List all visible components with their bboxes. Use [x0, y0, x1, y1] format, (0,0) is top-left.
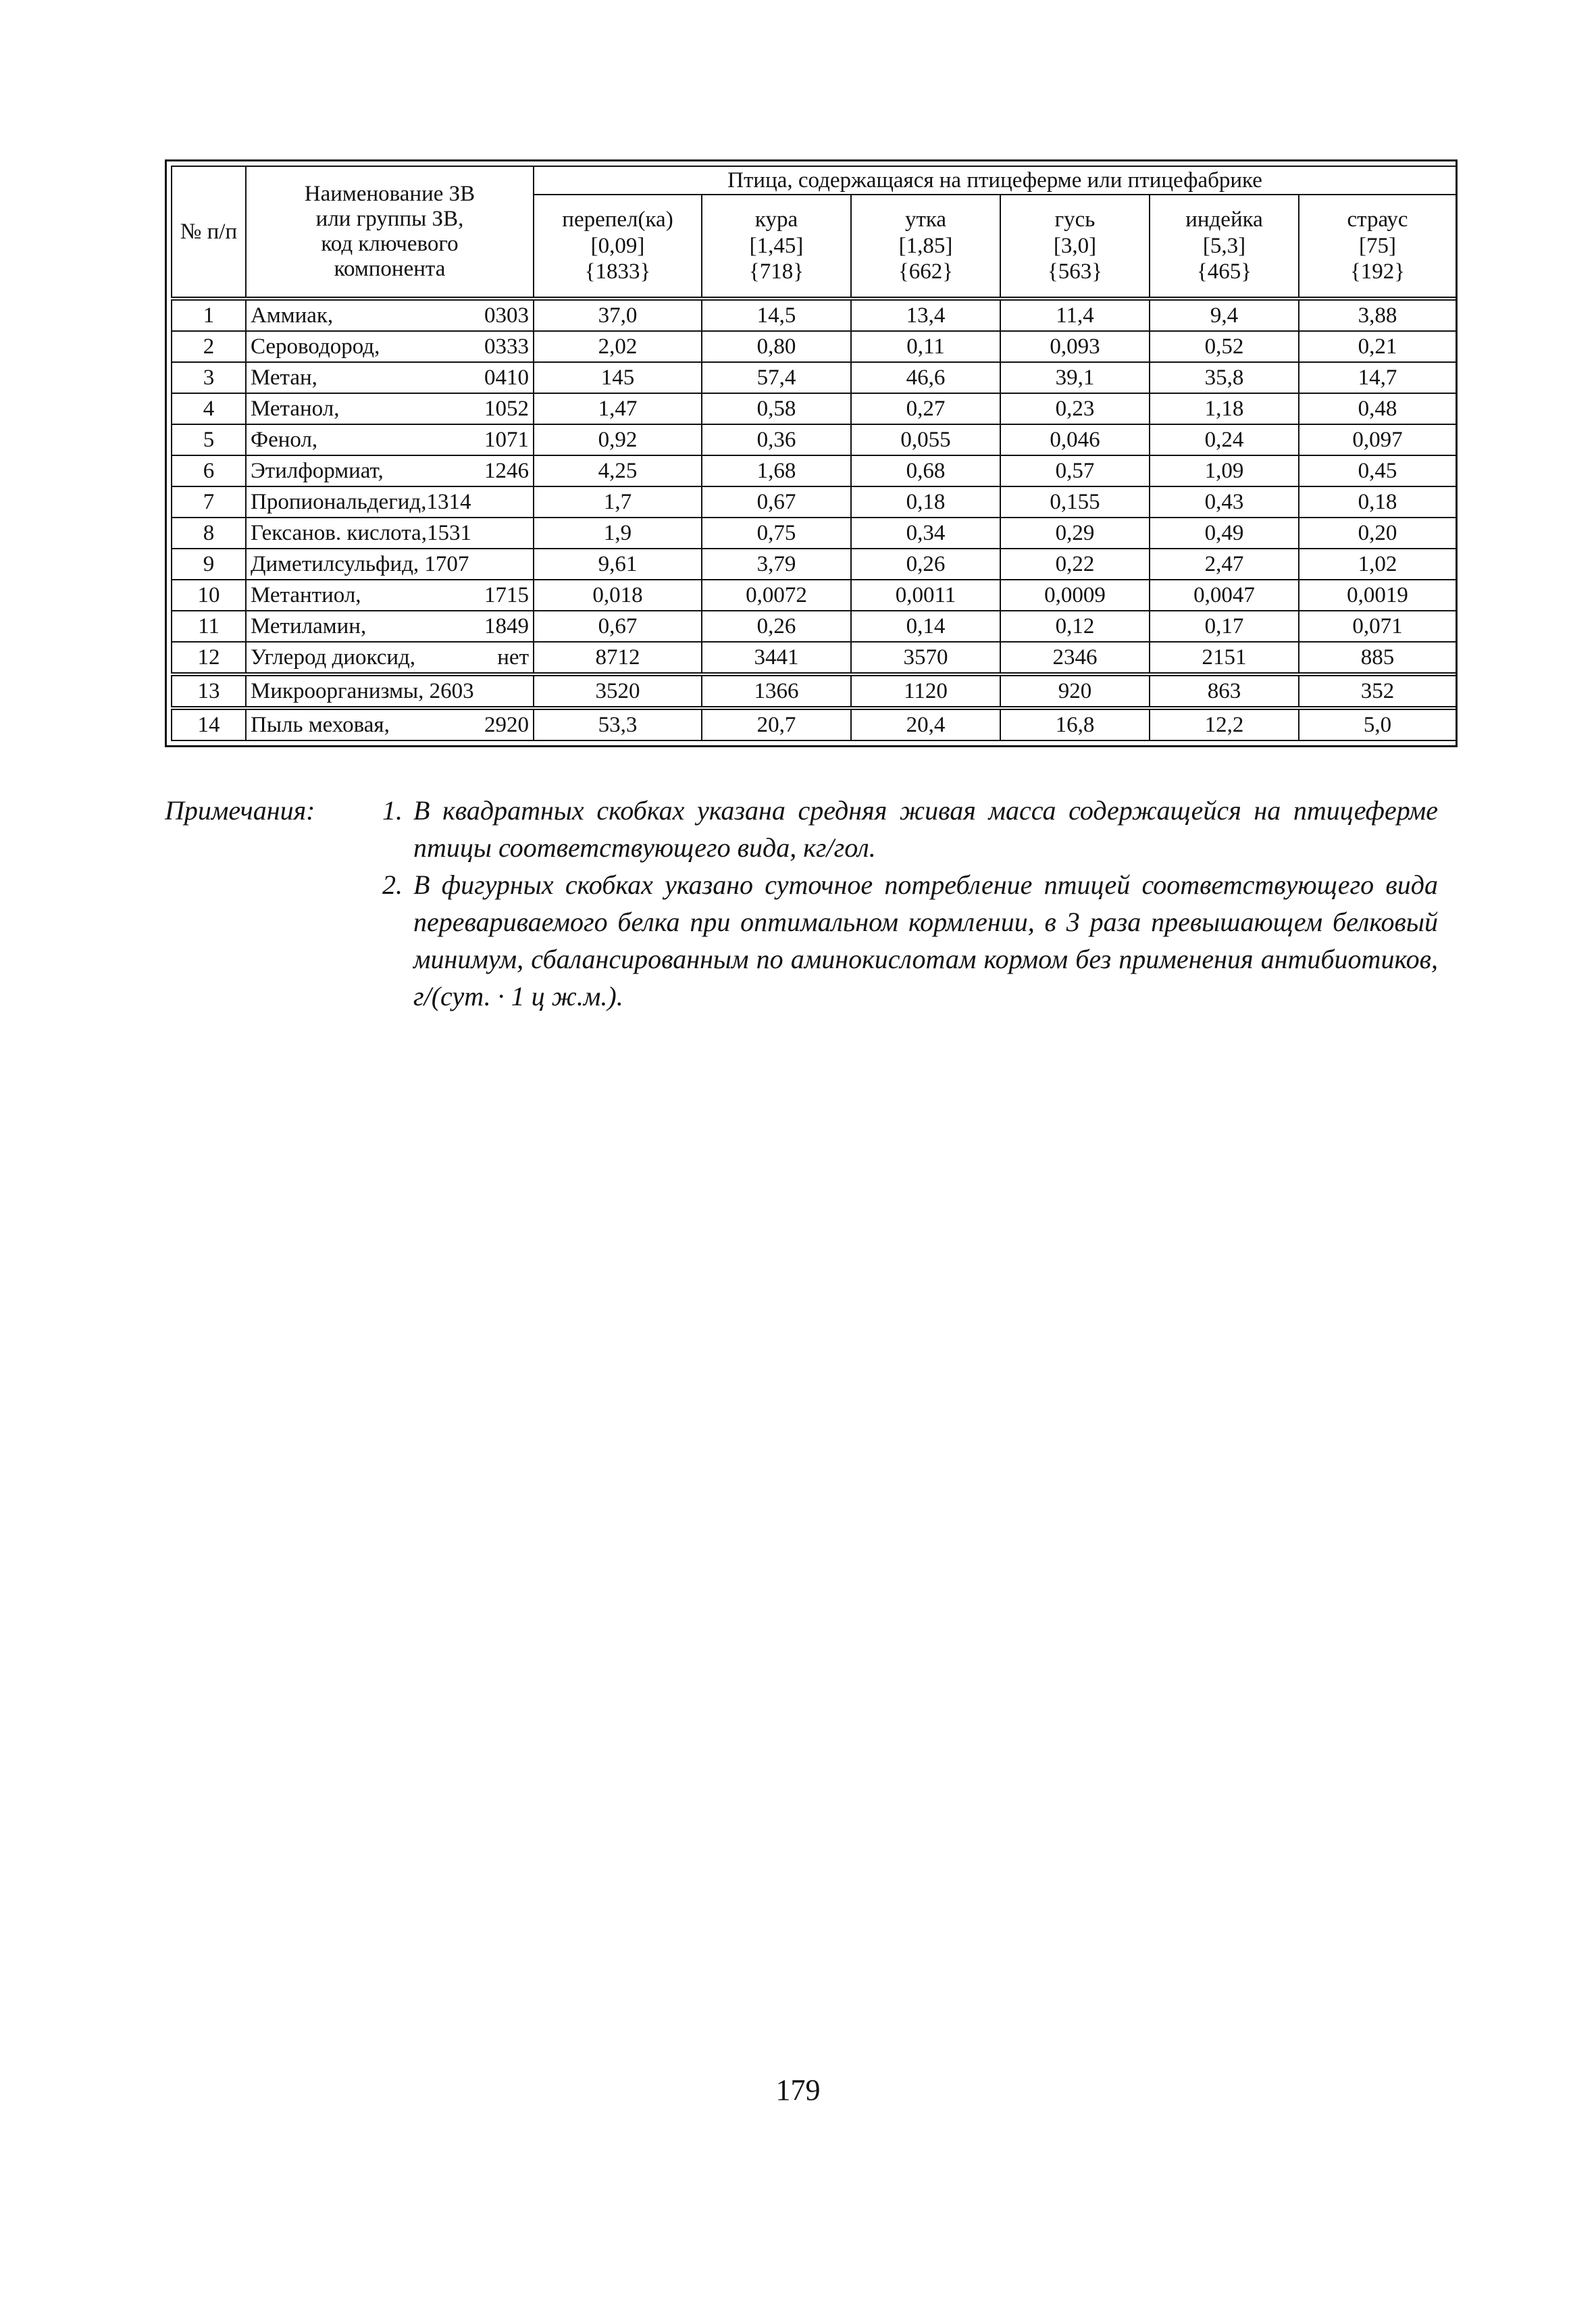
value-cell: 0,018 [534, 580, 702, 611]
bird-protein: {465} [1196, 259, 1252, 284]
value-cell: 14,7 [1299, 362, 1456, 393]
value-cell: 0,21 [1299, 331, 1456, 362]
bird-header-cell [1299, 195, 1456, 299]
value-cell: 0,0011 [851, 580, 1000, 611]
header-substance [246, 166, 534, 299]
table-row [172, 518, 1456, 549]
notes-section [165, 792, 1438, 1015]
table-header [172, 166, 1456, 299]
value-cell: 352 [1299, 674, 1456, 708]
value-cell: 14,5 [702, 299, 851, 331]
header-substance-line: или группы ЗВ, [315, 207, 464, 232]
value-cell: 2,02 [534, 331, 702, 362]
value-cell: 0,18 [851, 486, 1000, 518]
substance-cell [246, 362, 534, 393]
row-number: 6 [172, 455, 246, 486]
substance-cell [246, 674, 534, 708]
value-cell: 0,22 [1000, 549, 1150, 580]
value-cell: 0,58 [702, 393, 851, 424]
value-cell: 16,8 [1000, 708, 1150, 740]
value-cell: 20,7 [702, 708, 851, 740]
value-cell: 12,2 [1150, 708, 1299, 740]
value-cell: 0,68 [851, 455, 1000, 486]
substance-cell [246, 580, 534, 611]
bird-name: гусь [1054, 207, 1096, 232]
table-row [172, 708, 1456, 740]
value-cell: 0,18 [1299, 486, 1456, 518]
value-cell: 0,155 [1000, 486, 1150, 518]
value-cell: 13,4 [851, 299, 1000, 331]
substance-code: 2920 [484, 712, 529, 737]
note-item [382, 792, 1438, 866]
note-text: В квадратных скобках указана средняя живая масса содержащейся на птицеферме птицы соответствующего вида, кг/гол. [413, 795, 1438, 863]
substance-code: 1052 [484, 396, 529, 421]
table-row [172, 486, 1456, 518]
value-cell: 57,4 [702, 362, 851, 393]
value-cell: 4,25 [534, 455, 702, 486]
table-row [172, 299, 1456, 331]
table-row [172, 455, 1456, 486]
header-substance-line: код ключевого [321, 232, 459, 256]
bird-mass: [0,09] [590, 233, 645, 258]
substance-code: 1246 [484, 458, 529, 483]
emissions-table-frame [165, 159, 1458, 747]
bird-name: индейка [1185, 207, 1263, 232]
value-cell: 0,26 [851, 549, 1000, 580]
value-cell: 0,67 [702, 486, 851, 518]
bird-header-cell [702, 195, 851, 299]
row-number: 11 [172, 611, 246, 642]
bird-mass: [1,85] [898, 233, 953, 258]
substance-cell [246, 455, 534, 486]
emissions-table [171, 166, 1457, 741]
value-cell: 2151 [1150, 642, 1299, 674]
bird-mass: [1,45] [749, 233, 804, 258]
value-cell: 5,0 [1299, 708, 1456, 740]
value-cell: 20,4 [851, 708, 1000, 740]
value-cell: 1120 [851, 674, 1000, 708]
value-cell: 0,14 [851, 611, 1000, 642]
substance-name: Аммиак, [251, 303, 334, 328]
header-substance-line: Наименование ЗВ [304, 182, 475, 207]
note-number: 2. [382, 870, 403, 900]
bird-protein: {192} [1349, 259, 1406, 284]
table-body [172, 299, 1456, 740]
value-cell: 1,9 [534, 518, 702, 549]
value-cell: 0,26 [702, 611, 851, 642]
row-number: 4 [172, 393, 246, 424]
row-number: 13 [172, 674, 246, 708]
substance-name: Фенол, [251, 427, 318, 452]
bird-name: утка [904, 207, 947, 232]
value-cell: 0,36 [702, 424, 851, 455]
value-cell: 3,88 [1299, 299, 1456, 331]
value-cell: 11,4 [1000, 299, 1150, 331]
substance-name: Метантиол, [251, 582, 361, 607]
value-cell: 8712 [534, 642, 702, 674]
bird-header-cell [851, 195, 1000, 299]
bird-header-cell [1000, 195, 1150, 299]
value-cell: 0,29 [1000, 518, 1150, 549]
substance-name: Метиламин, [251, 613, 367, 638]
substance-cell [246, 424, 534, 455]
substance-cell [246, 642, 534, 674]
header-number: № п/п [172, 166, 246, 299]
bird-protein: {718} [748, 259, 804, 284]
value-cell: 0,0019 [1299, 580, 1456, 611]
row-number: 3 [172, 362, 246, 393]
substance-cell [246, 518, 534, 549]
value-cell: 0,0072 [702, 580, 851, 611]
note-number: 1. [382, 795, 403, 826]
bird-mass: [5,3] [1202, 233, 1246, 258]
value-cell: 885 [1299, 642, 1456, 674]
header-birds-caption: Птица, содержащаяся на птицеферме или птицефабрике [534, 166, 1456, 195]
bird-name: кура [754, 207, 798, 232]
row-number: 9 [172, 549, 246, 580]
value-cell: 1,09 [1150, 455, 1299, 486]
value-cell: 863 [1150, 674, 1299, 708]
value-cell: 1366 [702, 674, 851, 708]
bird-mass: [75] [1359, 233, 1397, 258]
substance-name: Пропиональдегид,1314 [251, 489, 471, 514]
notes-label: Примечания: [165, 795, 315, 826]
substance-name: Диметилсульфид, 1707 [251, 551, 469, 576]
value-cell: 53,3 [534, 708, 702, 740]
value-cell: 0,45 [1299, 455, 1456, 486]
value-cell: 0,055 [851, 424, 1000, 455]
note-item [382, 866, 1438, 1015]
value-cell: 3520 [534, 674, 702, 708]
value-cell: 0,67 [534, 611, 702, 642]
value-cell: 1,18 [1150, 393, 1299, 424]
value-cell: 2346 [1000, 642, 1150, 674]
value-cell: 0,52 [1150, 331, 1299, 362]
value-cell: 0,57 [1000, 455, 1150, 486]
bird-header-cell [534, 195, 702, 299]
value-cell: 1,02 [1299, 549, 1456, 580]
table-row [172, 642, 1456, 674]
table-row [172, 674, 1456, 708]
substance-cell [246, 549, 534, 580]
page-number: 179 [775, 2073, 821, 2107]
value-cell: 0,49 [1150, 518, 1299, 549]
row-number: 10 [172, 580, 246, 611]
value-cell: 1,7 [534, 486, 702, 518]
value-cell: 2,47 [1150, 549, 1299, 580]
substance-name: Микроорганизмы, 2603 [251, 678, 474, 703]
value-cell: 0,046 [1000, 424, 1150, 455]
value-cell: 920 [1000, 674, 1150, 708]
substance-code: 0333 [484, 334, 529, 359]
header-substance-line: компонента [334, 256, 446, 281]
value-cell: 39,1 [1000, 362, 1150, 393]
substance-name: Сероводород, [251, 334, 380, 359]
substance-name: Пыль меховая, [251, 712, 390, 737]
value-cell: 0,17 [1150, 611, 1299, 642]
value-cell: 9,4 [1150, 299, 1299, 331]
value-cell: 0,097 [1299, 424, 1456, 455]
value-cell: 3,79 [702, 549, 851, 580]
value-cell: 0,20 [1299, 518, 1456, 549]
value-cell: 3441 [702, 642, 851, 674]
value-cell: 1,47 [534, 393, 702, 424]
bird-name: страус [1347, 207, 1408, 232]
value-cell: 0,43 [1150, 486, 1299, 518]
substance-name: Метан, [251, 365, 317, 390]
value-cell: 0,92 [534, 424, 702, 455]
value-cell: 0,75 [702, 518, 851, 549]
substance-cell [246, 393, 534, 424]
value-cell: 0,12 [1000, 611, 1150, 642]
value-cell: 0,27 [851, 393, 1000, 424]
table-row [172, 362, 1456, 393]
substance-cell [246, 611, 534, 642]
value-cell: 0,23 [1000, 393, 1150, 424]
value-cell: 35,8 [1150, 362, 1299, 393]
row-number: 2 [172, 331, 246, 362]
value-cell: 3570 [851, 642, 1000, 674]
table-row [172, 393, 1456, 424]
bird-protein: {1833} [584, 259, 651, 284]
value-cell: 9,61 [534, 549, 702, 580]
note-text: В фигурных скобках указано суточное потребление птицей соответствующего вида перевариваемого белка при оптимальном кормлении, в 3 раза превышающем белковый минимум, сбалансированным по аминокислотам кормом без применения антибиотиков, г/(сут. · 1 ц ж.м.). [413, 870, 1438, 1011]
value-cell: 37,0 [534, 299, 702, 331]
bird-protein: {662} [898, 259, 954, 284]
substance-code: 1715 [484, 582, 529, 607]
substance-name: Углерод диоксид, [251, 645, 416, 670]
value-cell: 0,24 [1150, 424, 1299, 455]
bird-header-cell [1150, 195, 1299, 299]
value-cell: 46,6 [851, 362, 1000, 393]
substance-code: 0410 [484, 365, 529, 390]
value-cell: 0,0009 [1000, 580, 1150, 611]
substance-code: нет [497, 645, 529, 670]
substance-cell [246, 708, 534, 740]
substance-name: Этилформиат, [251, 458, 384, 483]
value-cell: 145 [534, 362, 702, 393]
row-number: 7 [172, 486, 246, 518]
substance-code: 1849 [484, 613, 529, 638]
value-cell: 0,093 [1000, 331, 1150, 362]
table-row [172, 424, 1456, 455]
value-cell: 0,34 [851, 518, 1000, 549]
value-cell: 0,071 [1299, 611, 1456, 642]
bird-name: перепел(ка) [562, 207, 673, 232]
row-number: 8 [172, 518, 246, 549]
table-row [172, 331, 1456, 362]
value-cell: 0,0047 [1150, 580, 1299, 611]
substance-code: 1071 [484, 427, 529, 452]
value-cell: 0,11 [851, 331, 1000, 362]
value-cell: 1,68 [702, 455, 851, 486]
table-row [172, 611, 1456, 642]
substance-code: 0303 [484, 303, 529, 328]
value-cell: 0,80 [702, 331, 851, 362]
substance-cell [246, 299, 534, 331]
row-number: 14 [172, 708, 246, 740]
bird-protein: {563} [1047, 259, 1103, 284]
row-number: 12 [172, 642, 246, 674]
row-number: 1 [172, 299, 246, 331]
bird-mass: [3,0] [1053, 233, 1097, 258]
value-cell: 0,48 [1299, 393, 1456, 424]
row-number: 5 [172, 424, 246, 455]
table-row [172, 580, 1456, 611]
substance-name: Гексанов. кислота,1531 [251, 520, 471, 545]
substance-cell [246, 331, 534, 362]
substance-name: Метанол, [251, 396, 340, 421]
substance-cell [246, 486, 534, 518]
table-row [172, 549, 1456, 580]
